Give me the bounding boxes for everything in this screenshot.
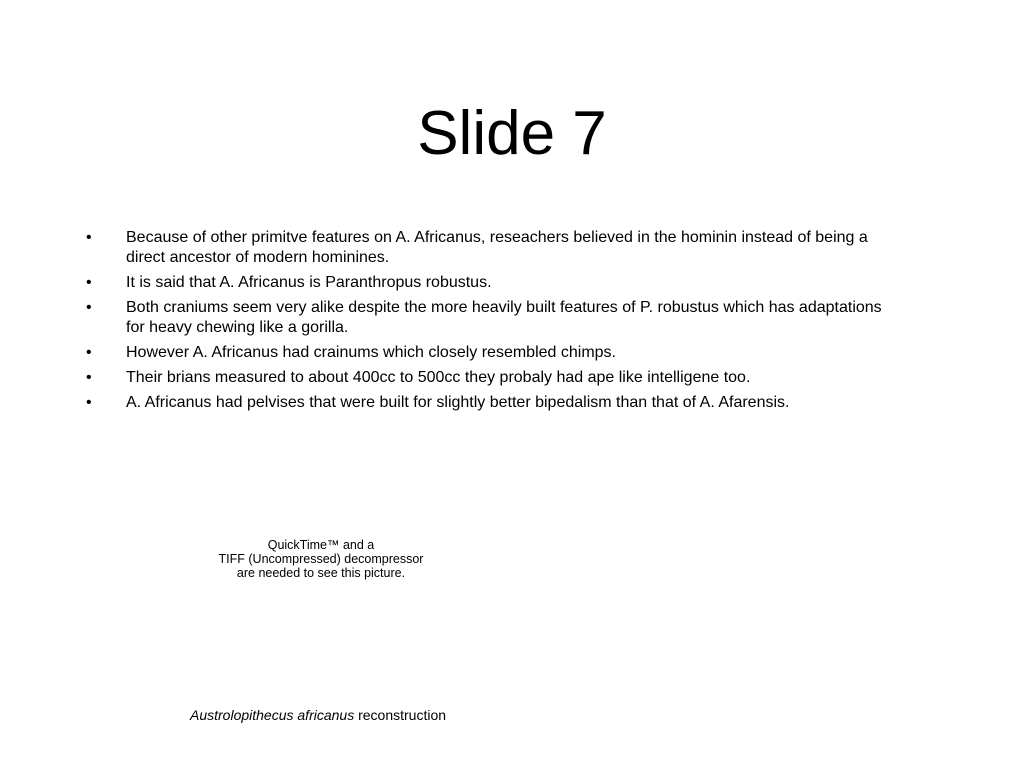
slide-title: Slide 7 [417,99,607,168]
bullet-text-line: direct ancestor of modern hominines. [126,249,390,266]
placeholder-text-line: TIFF (Uncompressed) decompressor [218,552,424,566]
bullet-item-2 [86,273,946,293]
bullet-marker: • [86,344,92,361]
bullet-text-line: for heavy chewing like a gorilla. [126,319,349,336]
bullet-text-line: Both craniums seem very alike despite the more heavily built features of P. robustus which has adaptations [126,299,882,316]
image-caption [190,706,446,724]
bullet-text-line: Because of other primitve features on A. Africanus, reseachers believed in the hominin instead of being a [126,229,868,246]
bullet-item-1 [86,228,946,268]
bullet-text-line: It is said that A. Africanus is Paranthropus robustus. [126,274,492,291]
bullet-item-3 [86,298,946,338]
bullet-marker: • [86,299,92,316]
bullet-text-line: However A. Africanus had crainums which closely resembled chimps. [126,344,616,361]
bullet-marker: • [86,274,92,291]
bullet-item-6 [86,393,946,413]
bullet-marker: • [86,369,92,386]
caption-text: reconstruction [354,707,447,723]
bullet-item-4 [86,343,946,363]
bullet-marker: • [86,394,92,411]
bullet-text-line: Their brians measured to about 400cc to 500cc they probaly had ape like intelligene too. [126,369,751,386]
bullet-list [86,228,946,418]
placeholder-text-line: are needed to see this picture. [236,566,406,580]
bullet-marker: • [86,229,92,246]
bullet-item-5 [86,368,946,388]
picture-placeholder [200,538,442,580]
placeholder-text-line: QuickTime™ and a [267,538,375,552]
caption-species-name: Austrolopithecus africanus [190,707,355,723]
bullet-text-line: A. Africanus had pelvises that were built for slightly better bipedalism than that of A. Afarensis. [126,394,790,411]
